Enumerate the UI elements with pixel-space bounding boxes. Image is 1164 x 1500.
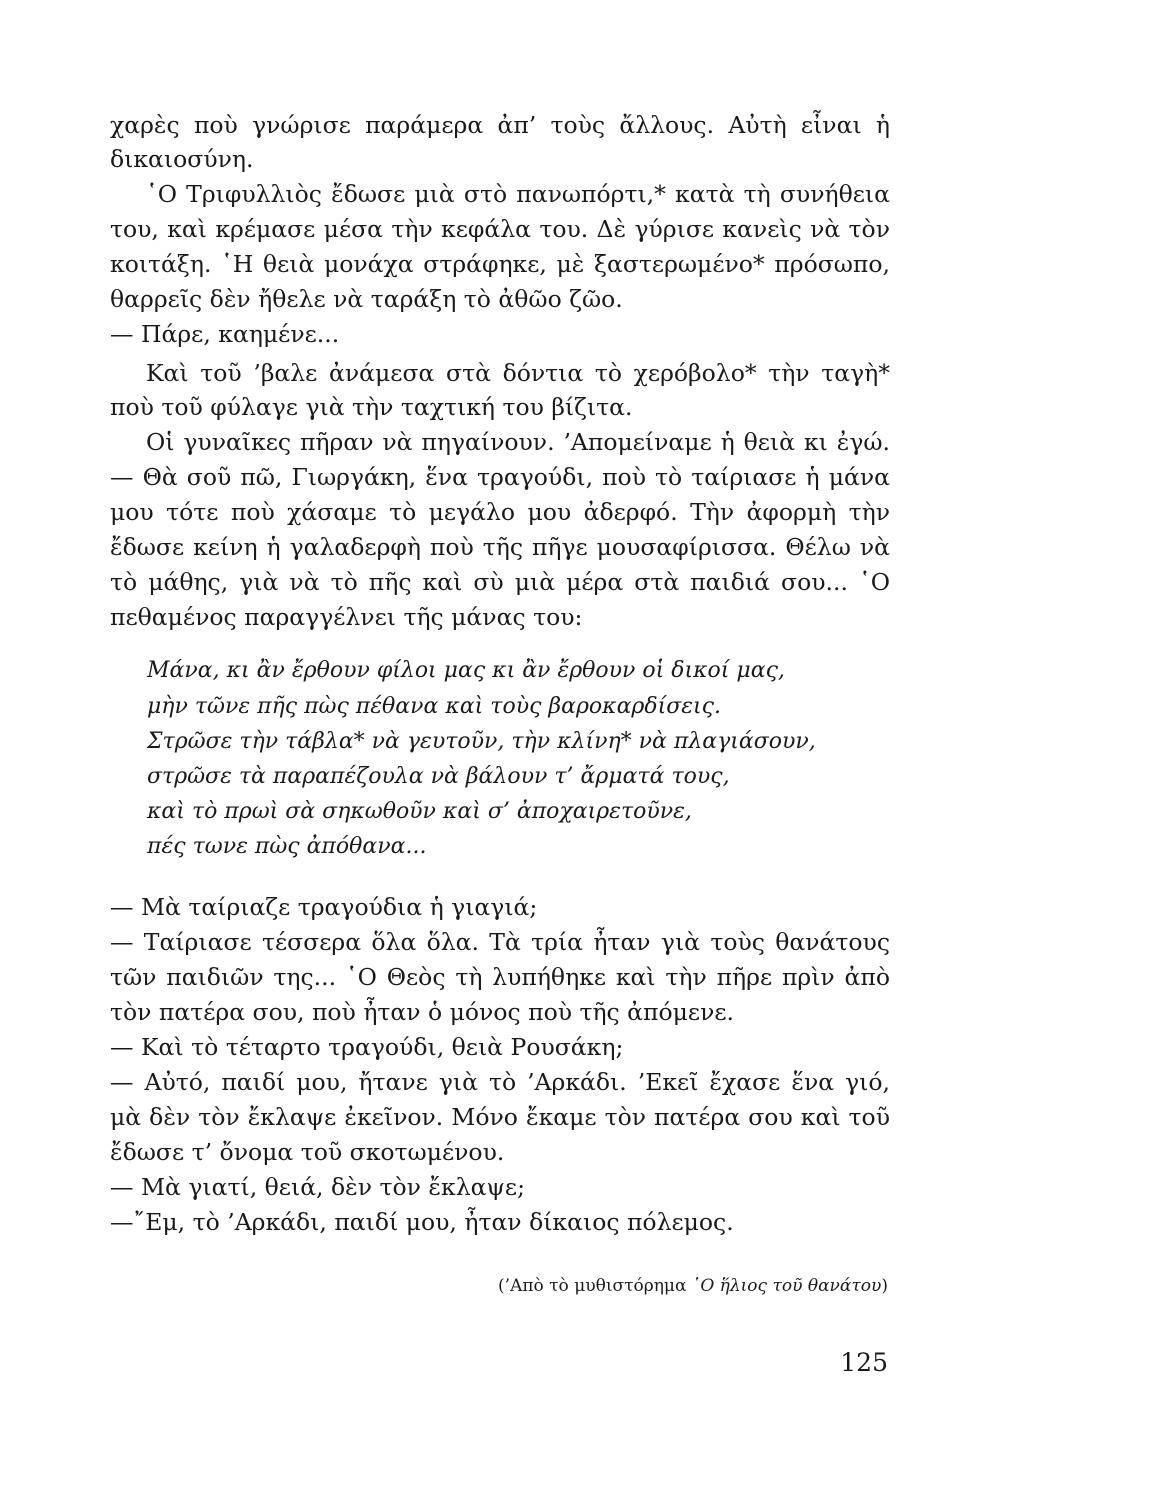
dialogue-line: — Αὐτό, παιδί μου, ἤτανε γιὰ τὸ ’Αρκάδι. ’Εκεῖ ἔχασε ἕνα γιό,	[110, 1068, 890, 1096]
page-number: 125	[840, 1348, 888, 1377]
text-line: Καὶ τοῦ ’βαλε ἀνάμεσα στὰ δόντια τὸ χερόβολο* τὴν ταγὴ*	[146, 359, 890, 387]
dialogue-line: τὸν πατέρα σου, ποὺ ἦταν ὁ μόνος ποὺ τῆς ἀπόμενε.	[110, 998, 735, 1026]
text-line: θαρρεῖς δὲν ἤθελε νὰ ταράξη τὸ ἀθῶο ζῶο.	[110, 285, 623, 313]
poem-line: πές τωνε πὼς ἀπόθανα...	[147, 834, 427, 859]
dialogue-line: ἔδωσε τ’ ὄνομα τοῦ σκοτωμένου.	[110, 1138, 505, 1166]
text-line: κοιτάξη. ῾Η θειὰ μονάχα στράφηκε, μὲ ξαστερωμένο* πρόσωπο,	[110, 250, 890, 278]
text-line: πεθαμένος παραγγέλνει τῆς μάνας του:	[110, 603, 583, 631]
text-line: μου τότε ποὺ χάσαμε τὸ μεγάλο μου ἀδερφό. Τὴν ἀφορμὴ τὴν	[110, 498, 890, 526]
dialogue-line: μὰ δὲν τὸν ἔκλαψε ἐκεῖνον. Μόνο ἔκαμε τὸν πατέρα σου καὶ τοῦ	[110, 1103, 890, 1131]
poem-line: στρῶσε τὰ παραπέζουλα νὰ βάλουν τ’ ἄρματά τους,	[147, 764, 730, 789]
dialogue-line: — Καὶ τὸ τέταρτο τραγούδι, θειὰ Ρουσάκη;	[110, 1033, 624, 1061]
dialogue-line: —῎Εμ, τὸ ’Αρκάδι, παιδί μου, ἦταν δίκαιος πόλεμος.	[110, 1208, 734, 1236]
dialogue-line: — Μὰ ταίριαζε τραγούδια ἡ γιαγιά;	[110, 893, 538, 921]
text-line: δικαιοσύνη.	[110, 145, 254, 173]
dialogue-line: — Ταίριασε τέσσερα ὅλα ὅλα. Τὰ τρία ἦταν γιὰ τοὺς θανάτους	[110, 928, 890, 956]
text-line: — Πάρε, καημένε...	[110, 320, 340, 348]
poem-line: Στρῶσε τὴν τάβλα* νὰ γευτοῦν, τὴν κλίνη* νὰ πλαγιάσουν,	[147, 729, 816, 754]
text-line: χαρὲς ποὺ γνώρισε παράμερα ἀπ’ τοὺς ἄλλους. Αὐτὴ εἶναι ἡ	[110, 111, 890, 139]
source-prefix: (’Απὸ τὸ μυθιστόρημα	[498, 1276, 692, 1296]
text-line: ποὺ τοῦ φύλαγε γιὰ τὴν ταχτική του βίζιτα.	[110, 393, 633, 421]
text-line: τὸ μάθης, γιὰ νὰ τὸ πῆς καὶ σὺ μιὰ μέρα στὰ παιδιά σου... ῾Ο	[110, 568, 890, 596]
poem-line: Μάνα, κι ἂν ἔρθουν φίλοι μας κι ἂν ἔρθουν οἱ δικοί μας,	[147, 658, 785, 683]
source-suffix: )	[881, 1276, 888, 1296]
text-line: ἔδωσε κείνη ἡ γαλαδερφὴ ποὺ τῆς πῆγε μουσαφίρισσα. Θέλω νὰ	[110, 533, 890, 561]
text-line: του, καὶ κρέμασε μέσα τὴν κεφάλα του. Δὲ γύρισε κανεὶς νὰ τὸν	[110, 215, 890, 243]
dialogue-line: τῶν παιδιῶν της... ῾Ο Θεὸς τὴ λυπήθηκε καὶ τὴν πῆρε πρὶν ἀπὸ	[110, 963, 890, 991]
text-line: ῾Ο Τριφυλλιὸς ἔδωσε μιὰ στὸ πανωπόρτι,* κατὰ τὴ συνήθεια	[146, 180, 890, 208]
dialogue-line: — Μὰ γιατί, θειά, δὲν τὸν ἔκλαψε;	[110, 1173, 526, 1201]
poem-line: μὴν τῶνε πῆς πὼς πέθανα καὶ τοὺς βαροκαρδίσεις.	[147, 694, 721, 719]
source-title: ῾Ο ἥλιος τοῦ θανάτου	[691, 1276, 882, 1296]
poem-line: καὶ τὸ πρωὶ σὰ σηκωθοῦν καὶ σ’ ἀποχαιρετοῦνε,	[147, 799, 692, 824]
text-line: Οἱ γυναῖκες πῆραν νὰ πηγαίνουν. ’Απομείναμε ἡ θειὰ κι ἐγώ.	[146, 428, 890, 456]
source-citation	[498, 1276, 888, 1296]
text-line: — Θὰ σοῦ πῶ, Γιωργάκη, ἕνα τραγούδι, ποὺ τὸ ταίριασε ἡ μάνα	[110, 463, 890, 491]
